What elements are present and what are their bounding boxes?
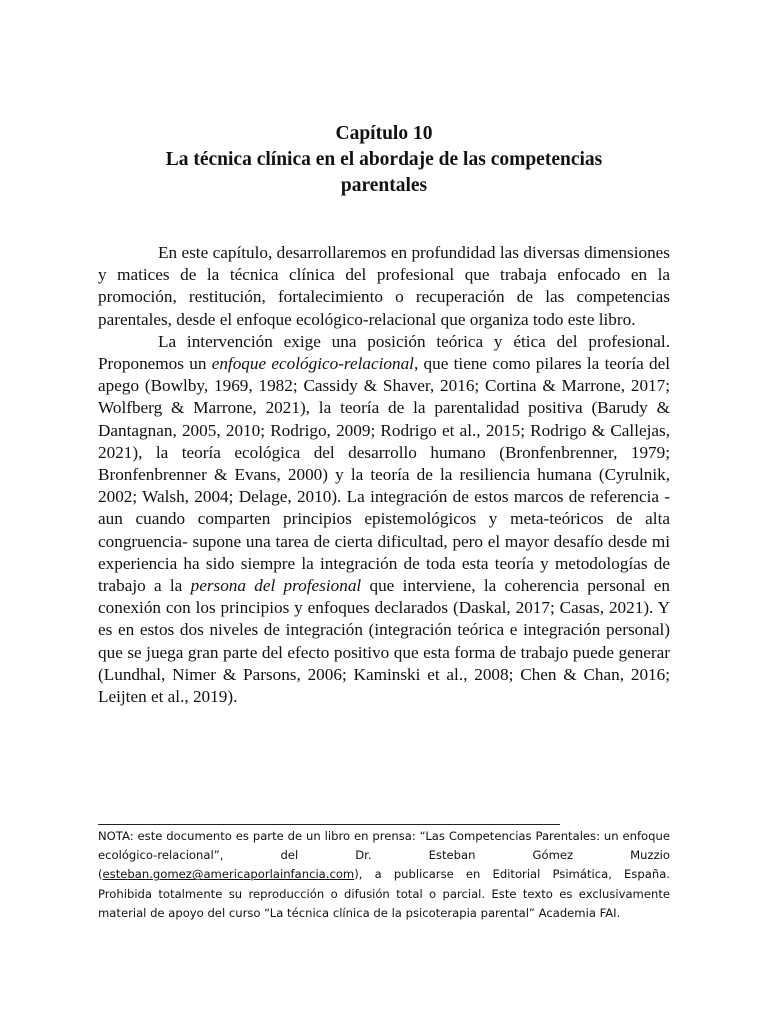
paragraph-2-italic-1: enfoque ecológico-relacional xyxy=(211,354,414,374)
footnote-text-1: NOTA: este documento es parte de un libro en prensa: “Las Competencias Parentales: un enfoque ecológico-relacional”, del Dr. Esteban Gómez Muzzio ( xyxy=(98,829,670,882)
paragraph-2-italic-2: persona del profesional xyxy=(190,576,362,596)
paragraph-2-text-2: , que tiene como pilares la teoría del apego (Bowlby, 1969, 1982; Cassidy & Shaver, 2016; Cortina & Marrone, 2017; Wolfberg & Marrone, 2021), la teoría de la parentalidad positiva (Barudy & Dantagnan, 2005, 2010; Rodrigo, 2009; Rodrigo et al., 2015; Rodrigo & Callejas, 2021), la teoría ecológica del desarrollo humano (Bronfenbrenner, 1979; Bronfenbrenner & Evans, 2000) y la teoría de la resiliencia humana (Cyrulnik, 2002; Walsh, 2004; Delage, 2010). La integración de estos marcos de referencia -aun cuando comparten principios epistemológicos y meta-teóricos de alta congruencia- supone una tarea de cierta dificultad, pero el mayor desafío desde mi experiencia ha sido siempre la integración de toda esta teoría y metodologías de trabajo a la xyxy=(98,354,671,596)
footnote xyxy=(98,827,670,923)
chapter-label: Capítulo 10 xyxy=(335,123,433,144)
paragraph-2-text-1: La intervención exige una posición teórica y ética del profesional. Proponemos un xyxy=(98,331,670,374)
footnote-email-link[interactable]: esteban.gomez@americaporlainfancia.com xyxy=(102,867,355,882)
chapter-heading xyxy=(98,121,670,199)
paragraph-2-text-3: que interviene, la coherencia personal en conexión con los principios y enfoques declarados (Daskal, 2017; Casas, 2021). Y es en estos dos niveles de integración (integración teórica e integración personal) que se juega gran parte del efecto positivo que esta forma de trabajo puede generar (Lundhal, Nimer & Parsons, 2006; Kaminski et al., 2008; Chen & Chan, 2016; Leijten et al., 2019). xyxy=(98,576,670,707)
chapter-title-line-1: La técnica clínica en el abordaje de las competencias xyxy=(165,149,603,170)
paragraph-2 xyxy=(98,331,670,708)
body-text xyxy=(98,242,670,708)
footnote-separator xyxy=(98,824,560,825)
chapter-title-line-2: parentales xyxy=(340,175,428,196)
footnote-text-2: ), a publicarse en Editorial Psimática, España. Prohibida totalmente su reproducción o difusión total o parcial. Este texto es exclusivamente material de apoyo del curso “La técnica clínica de la psicoterapia parental” Academia FAI. xyxy=(98,867,670,920)
paragraph-1: En este capítulo, desarrollaremos en profundidad las diversas dimensiones y matices de la técnica clínica del profesional que trabaja enfocado en la promoción, restitución, fortalecimiento o recuperación de las competencias parentales, desde el enfoque ecológico-relacional que organiza todo este libro. xyxy=(98,243,670,329)
